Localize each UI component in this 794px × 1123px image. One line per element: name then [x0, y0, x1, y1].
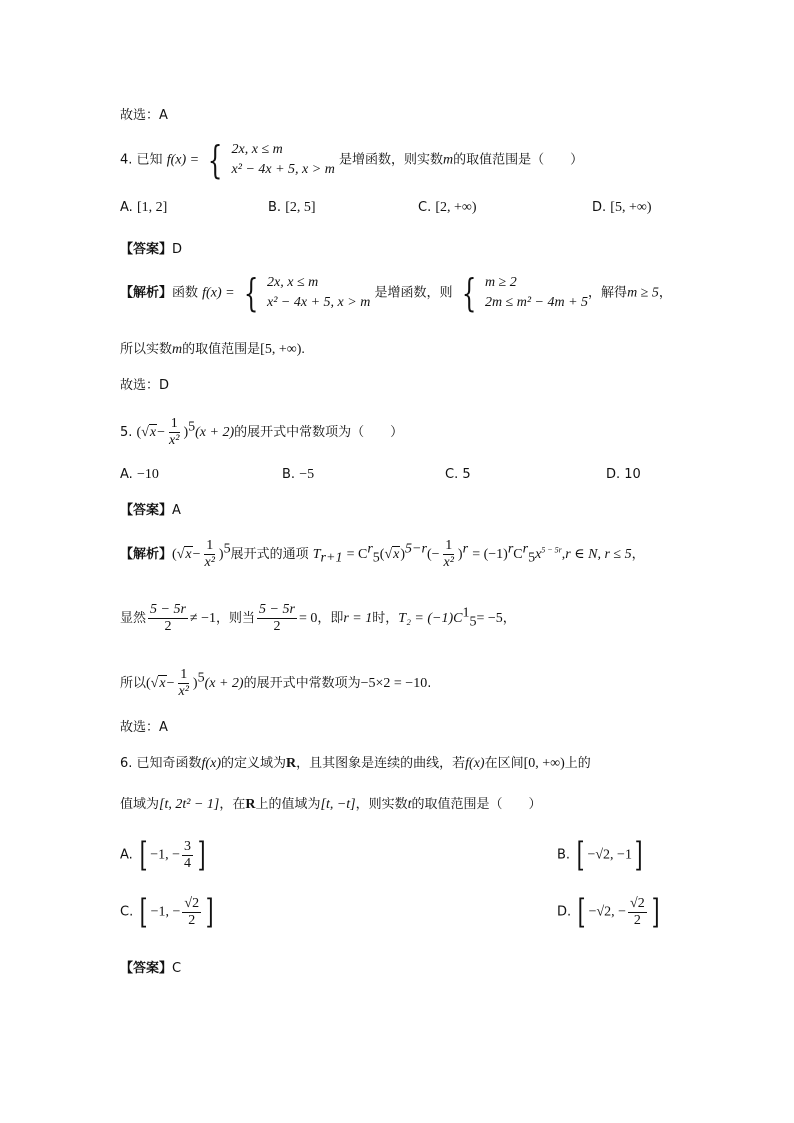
text: 故选：A — [120, 720, 168, 735]
case-2: x² − 4x + 5, x > m — [267, 295, 371, 310]
answer-label: 【答案】 — [120, 961, 173, 976]
numerator: 5 − 5r — [259, 602, 295, 617]
text: 的展开式中常数项为（ ） — [234, 425, 404, 440]
exponent: r — [507, 541, 514, 557]
sup: 1 — [462, 605, 470, 621]
option-label: D. — [592, 200, 607, 215]
denominator: x² — [169, 433, 180, 448]
text: 时， — [372, 611, 399, 626]
interval: [0, +∞) — [523, 756, 565, 771]
answer-value: A — [172, 503, 181, 518]
subscript: r+1 — [320, 550, 343, 566]
set-symbol: R — [245, 797, 256, 812]
text: 故选：D — [120, 378, 170, 393]
comma: , — [561, 547, 566, 562]
condition-1: m ≥ 2 — [484, 275, 517, 290]
option-value: [5, +∞) — [610, 200, 652, 215]
text: ≠ −1 — [189, 611, 217, 626]
value: r = 1 — [343, 611, 373, 626]
option-label: B. — [557, 847, 571, 863]
text: 是增函数，则 — [374, 285, 453, 301]
option-value: −10 — [136, 467, 159, 482]
sqrt-term: x — [393, 547, 400, 562]
numerator: 1 — [170, 416, 178, 431]
exponent: 5 — [188, 419, 196, 435]
term-symbol: T — [312, 547, 321, 562]
numerator: 5 − 5r — [150, 602, 186, 617]
condition: r ∈ N, r ≤ 5 — [565, 547, 632, 562]
option-label: C. — [120, 904, 134, 920]
function: f(x) — [201, 756, 221, 771]
condition-cases — [485, 273, 588, 313]
text: ，即 — [317, 611, 344, 626]
text: 上的 — [564, 756, 591, 771]
equals: = (−1) — [472, 547, 508, 562]
option-value: −5 — [299, 467, 315, 482]
q6-option-b: B. [ −√2, −1] — [557, 835, 643, 875]
brace-icon: { — [208, 138, 223, 182]
text: 的取值范围是 — [182, 342, 261, 357]
result: [5, +∞). — [260, 342, 305, 357]
fraction — [177, 667, 191, 700]
q5-option-d — [606, 467, 641, 482]
q6-option-a: A. [ −1, − $\frac{3}{4}$ ] — [120, 835, 206, 875]
text: 上的值域为 — [255, 797, 321, 812]
question-number: 4. 已知 — [120, 152, 163, 168]
denominator: 4 — [184, 855, 191, 871]
analysis-label: 【解析】 — [120, 285, 173, 301]
set-symbol: R — [286, 756, 297, 771]
option-label: D. — [557, 904, 572, 920]
variable: x — [535, 547, 542, 562]
q5-conclusion: 所以(√x− $\frac{1}{\text{x²}}$ )$^5$(x + 2)的展开式中常数项为−5×2 = −10. — [120, 667, 432, 699]
answer-choice-line — [120, 374, 169, 393]
option-value: [1, 2] — [136, 200, 168, 215]
text: = −5 — [476, 611, 503, 626]
text: 显然 — [120, 611, 147, 626]
case-1: 2x, x ≤ m — [267, 275, 319, 290]
option-label: A. — [120, 200, 133, 215]
denominator: 2 — [188, 912, 196, 928]
question-5: 5. (√x− $\frac{1}{\text{x²}}$ )$^5$(x + 2)的展开式中常数项为（ ） — [120, 416, 404, 448]
text: 的取值范围是（ ） — [453, 152, 584, 168]
fraction — [167, 416, 181, 449]
q6-option-c: C. [ −1, − $\frac{√2}{2}$ ] — [120, 892, 214, 932]
q4-option-d — [592, 200, 652, 216]
exponent: r — [462, 541, 469, 557]
sqrt-term: x — [185, 547, 192, 562]
answer-value: D — [172, 242, 183, 257]
minus: − — [192, 547, 201, 562]
answer-label: 【答案】 — [120, 503, 173, 518]
text: 是增函数，则实数 — [338, 152, 443, 168]
q5-option-a — [120, 467, 159, 483]
case-1: 2x, x ≤ m — [231, 142, 283, 157]
answer-choice-line — [120, 716, 168, 735]
text: 6. 已知奇函数 — [120, 756, 202, 771]
text: 的取值范围是（ ） — [411, 797, 542, 812]
answer-value: C — [172, 961, 182, 976]
option-value: −1, − — [150, 904, 181, 920]
answer-line — [120, 238, 182, 257]
sqrt-term: x — [159, 676, 166, 691]
q4-option-b — [268, 200, 316, 216]
exponent-fraction: 5 − 5r — [541, 545, 562, 555]
text: (− — [426, 547, 440, 562]
text: 展开式的通项 — [230, 547, 309, 562]
equals: = C — [346, 547, 368, 562]
fraction — [182, 896, 201, 929]
variable: m — [442, 152, 454, 168]
exponent: 5 — [197, 670, 205, 686]
numerator: 1 — [206, 538, 214, 553]
fraction — [628, 896, 647, 929]
sqrt-term: x — [149, 425, 157, 440]
minus: − — [157, 425, 166, 440]
fraction — [203, 538, 217, 571]
text: = 0 — [298, 611, 318, 626]
text: ， — [658, 285, 672, 301]
option-label: A. — [120, 847, 133, 863]
text: 在区间 — [484, 756, 524, 771]
variable: m — [172, 342, 183, 357]
factor: (x + 2) — [204, 676, 244, 691]
numerator: 1 — [180, 667, 188, 682]
denominator: x² — [443, 555, 454, 570]
question-6-line-1 — [120, 752, 591, 772]
text: 的定义域为 — [220, 756, 286, 771]
option-label: C. — [418, 200, 432, 215]
option-value: [2, +∞) — [435, 200, 477, 215]
numerator: 3 — [184, 838, 191, 854]
question-6-line-2 — [120, 793, 542, 813]
function-label: f(x) = — [202, 285, 235, 301]
q5-reasoning — [120, 602, 516, 635]
q6-option-d: D. [ −√2, − $\frac{√2}{2}$ ] — [557, 892, 660, 932]
option-value: [2, 5] — [285, 200, 316, 215]
result: m ≥ 5 — [627, 285, 659, 301]
function-label: f(x) = — [166, 152, 200, 168]
interval: [t, −t] — [320, 797, 356, 812]
option-label: C. 5 — [445, 467, 471, 482]
q4-conclusion — [120, 338, 305, 358]
option-label: D. 10 — [606, 467, 641, 482]
brace-icon: { — [243, 271, 259, 315]
numerator: √2 — [630, 895, 645, 911]
text: ，在 — [219, 797, 246, 812]
q5-option-b — [282, 467, 314, 483]
denominator: 2 — [273, 619, 281, 634]
interval: [t, 2t² − 1] — [159, 797, 220, 812]
text: ，且其图象是连续的曲线，若 — [296, 756, 466, 771]
denominator: 2 — [633, 912, 641, 928]
variable: t — [407, 797, 412, 812]
answer-label: 【答案】 — [120, 242, 173, 257]
sup: r — [367, 541, 373, 557]
text: ，则实数 — [355, 797, 408, 812]
term: T₂ = (−1)C — [398, 611, 463, 626]
text: ， — [502, 611, 516, 626]
fraction — [442, 538, 456, 571]
text: 故选：A — [120, 108, 168, 123]
function: f(x) — [465, 756, 485, 771]
piecewise-cases — [267, 273, 370, 313]
condition-2: 2m ≤ m² − 4m + 5 — [484, 295, 589, 310]
option-label: B. — [268, 200, 282, 215]
text: 函数 — [172, 285, 199, 301]
numerator: 1 — [445, 538, 453, 553]
brace-icon: { — [461, 271, 476, 315]
numerator: √2 — [184, 895, 200, 911]
minus: − — [166, 676, 175, 691]
option-value: −√2, −1 — [587, 847, 632, 863]
answer-line — [120, 957, 181, 976]
text: 所以 — [120, 676, 147, 691]
text: 值域为 — [120, 797, 160, 812]
sub: 5 — [372, 550, 380, 566]
fraction — [182, 839, 193, 872]
text: ，则当 — [216, 611, 256, 626]
analysis-label: 【解析】 — [120, 547, 173, 562]
sub: 5 — [528, 550, 536, 566]
denominator: x² — [178, 684, 189, 699]
q4-analysis — [120, 273, 672, 313]
text: ，解得 — [588, 285, 628, 301]
option-value: −1, − — [150, 847, 180, 863]
combination: C — [513, 547, 523, 562]
answer-choice-line — [120, 104, 168, 123]
fraction — [257, 602, 297, 635]
text: 所以实数 — [120, 342, 173, 357]
text: 的展开式中常数项为 — [243, 676, 361, 691]
q4-option-c — [418, 200, 477, 216]
option-label: A. — [120, 467, 133, 482]
question-4 — [120, 140, 583, 180]
sub: 5 — [469, 614, 477, 630]
question-number: 5. — [120, 425, 133, 440]
exponent: 5−r — [405, 541, 427, 557]
result: −5×2 = −10 — [360, 676, 428, 691]
option-label: B. — [282, 467, 296, 482]
q4-option-a — [120, 200, 167, 216]
factor: (x + 2) — [195, 425, 235, 440]
fraction — [148, 602, 188, 635]
text: . — [427, 676, 432, 691]
denominator: x² — [204, 555, 215, 570]
piecewise-cases — [232, 140, 335, 180]
q5-option-c — [445, 467, 471, 482]
exponent: 5 — [223, 541, 231, 557]
q5-analysis: 【解析】(√x− $\frac{1}{\text{x²}}$ )$^5$展开式的通项 $T_{r+1} = C^r_5(√x)^{5-r}(-$ $\frac{1}{\text{x²}}$ )$^r = (-1)^rC^r_5x^{5 - 5r},r$ ∈ N, r ≤ 5， — [120, 538, 645, 570]
case-2: x² − 4x + 5, x > m — [231, 162, 335, 177]
option-value: −√2, − — [588, 904, 627, 920]
sup: r — [522, 541, 529, 557]
answer-line — [120, 499, 181, 518]
denominator: 2 — [164, 619, 172, 634]
